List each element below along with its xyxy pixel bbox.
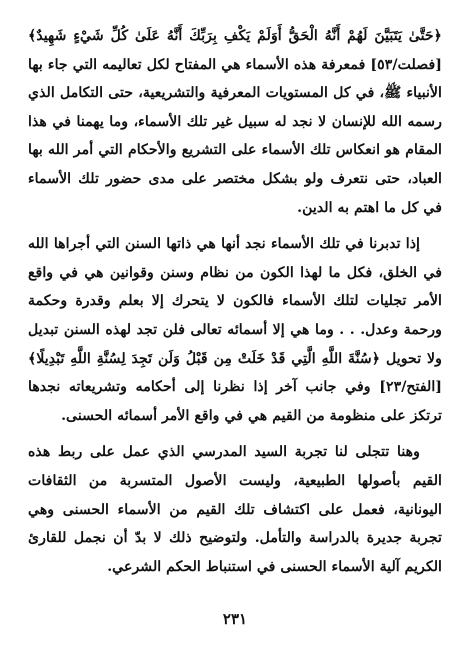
paragraph-2: إذا تدبرنا في تلك الأسماء نجد أنها هي ذاتها السنن التي أجراها الله في الخلق، فكل ما لهذا الكون من نظام وسنن وقوانين هي في واقع الأمر تجليات لتلك الأسماء فالكون لا يتحرك إلا بعلم وقدرة وحكمة ورحمة وعدل. . . وما هي إلا أسمائه تعالى فلن تجد لهذه السنن تبديل ولا تحويل ﴿سُنَّةَ اللَّهِ الَّتِي قَدْ خَلَتْ مِن قَبْلُ وَلَن تَجِدَ لِسُنَّةِ اللَّهِ تَبْدِيلًا﴾ [الفتح/٢٣] وفي جانب آخر إذا نظرنا إلى أحكامه وتشريعاته نجدها ترتكز على منظومة من القيم هي في واقع الأمر أسمائه الحسنى.	[28, 236, 442, 424]
page-number: ٢٣١	[222, 610, 248, 628]
paragraph-3: وهنا تتجلى لنا تجربة السيد المدرسي الذي عمل على ربط هذه القيم بأصولها الطبيعية، وليست الأصول المتسربة من الثقافات اليونانية، فعمل على اكتشاف تلك القيم من الأسماء الحسنى وهي تجربة جديرة بالدراسة والتأمل. ولتوضيح ذلك لا بدّ أن نجمل للقارئ الكريم آلية الأسماء الحسنى في استنباط الحكم الشرعي.	[28, 444, 442, 575]
body-text	[28, 22, 442, 581]
paragraph-1: ﴿حَتَّىٰ يَتَبَيَّنَ لَهُمْ أَنَّهُ الْحَقُّ أَوَلَمْ يَكْفِ بِرَبِّكَ أَنَّهُ عَلَىٰ كُلِّ شَيْءٍ شَهِيدٌ﴾ [فصلت/٥٣] فمعرفة هذه الأسماء هي المفتاح لكل تعاليمه التي جاء بها الأنبياء ﷺ، في كل المستويات المعرفية والتشريعية، حتى التكامل الذي رسمه الله للإنسان لا نجد له سبيل غير تلك الأسماء، وما يهمنا في هذا المقام هو انعكاس تلك الأسماء على التشريع والأحكام التي أمر الله بها العباد، حتى نتعرف ولو بشكل مختصر على مدى حضور تلك الأسماء في كل ما اهتم به الدين.	[28, 28, 442, 216]
